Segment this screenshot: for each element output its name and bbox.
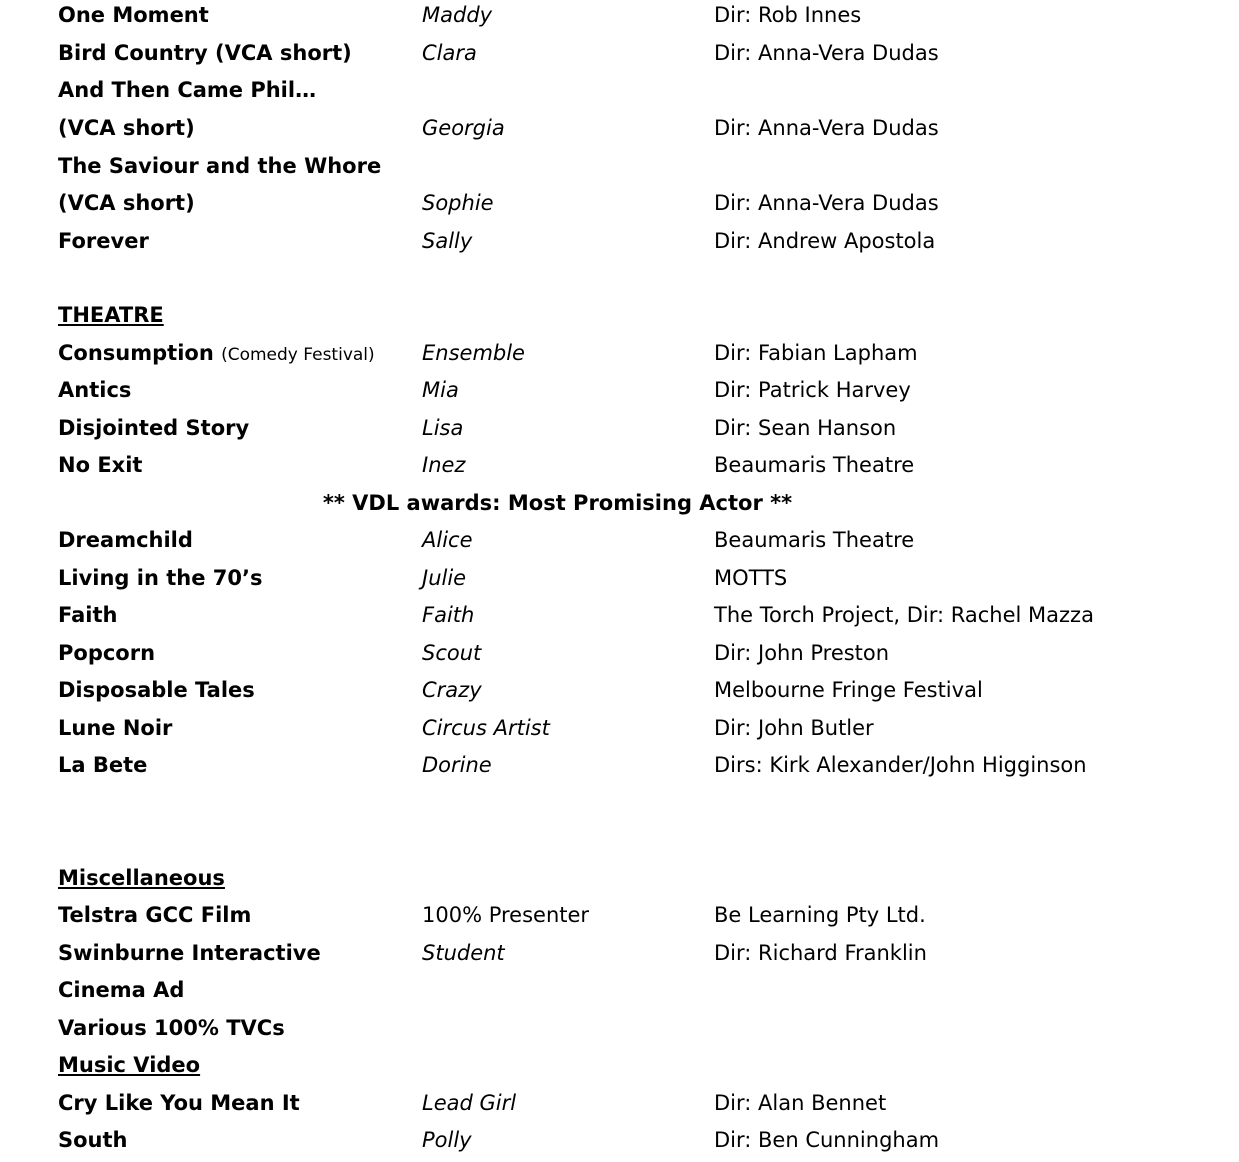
credit-title: Bird Country (VCA short) (58, 41, 352, 65)
credit-role: Lisa (422, 416, 464, 440)
credit-title: One Moment (58, 3, 209, 27)
credit-title: Forever (58, 229, 149, 253)
credit-title: Popcorn (58, 641, 156, 665)
credit-director: Dir: John Butler (714, 716, 874, 740)
theatre-section-heading-row (0, 297, 1239, 333)
theatre-row (0, 672, 1239, 708)
credit-title-text: Consumption (58, 341, 214, 365)
credit-role: Mia (422, 378, 459, 402)
section-heading-theatre: THEATRE (58, 303, 164, 327)
credit-title: Antics (58, 378, 132, 402)
credit-title: Dreamchild (58, 528, 193, 552)
theatre-row (0, 447, 1239, 483)
credit-role: Crazy (422, 678, 482, 702)
credit-title: (VCA short) (58, 191, 195, 215)
credit-director: Dir: Anna-Vera Dudas (714, 191, 939, 215)
credit-role: Alice (422, 528, 473, 552)
credit-title: South (58, 1128, 128, 1152)
credit-role: Inez (422, 453, 466, 477)
credit-title: No Exit (58, 453, 143, 477)
credit-director: Dir: Richard Franklin (714, 941, 927, 965)
credit-director: Dir: Sean Hanson (714, 416, 897, 440)
film-row (0, 72, 1239, 108)
credit-role: Sally (422, 229, 473, 253)
credit-role: Maddy (422, 3, 493, 27)
theatre-row (0, 560, 1239, 596)
credit-director: Dir: Anna-Vera Dudas (714, 41, 939, 65)
film-row (0, 35, 1239, 71)
theatre-row (0, 372, 1239, 408)
credit-title: Disposable Tales (58, 678, 255, 702)
credit-role: Ensemble (422, 341, 525, 365)
credit-title: Faith (58, 603, 118, 627)
film-row (0, 223, 1239, 259)
music-video-section-heading-row (0, 1047, 1239, 1083)
theatre-row (0, 597, 1239, 633)
credit-role: Scout (422, 641, 482, 665)
theatre-row (0, 635, 1239, 671)
film-row (0, 185, 1239, 221)
credit-title: (VCA short) (58, 116, 195, 140)
credit-role: 100% Presenter (422, 903, 590, 927)
music-video-row (0, 1122, 1239, 1158)
credit-title: Lune Noir (58, 716, 173, 740)
film-row (0, 0, 1239, 33)
credit-role: Clara (422, 41, 477, 65)
credit-director: Be Learning Pty Ltd. (714, 903, 926, 927)
film-row (0, 110, 1239, 146)
credit-role: Faith (422, 603, 475, 627)
credit-role: Julie (422, 566, 467, 590)
credit-title-note: (Comedy Festival) (221, 345, 375, 365)
credit-title: Living in the 70’s (58, 566, 263, 590)
credit-director: Dir: Anna-Vera Dudas (714, 116, 939, 140)
credit-role: Sophie (422, 191, 494, 215)
section-heading-miscellaneous: Miscellaneous (58, 866, 225, 890)
theatre-row (0, 747, 1239, 783)
misc-row (0, 1010, 1239, 1046)
credit-title: The Saviour and the Whore (58, 154, 382, 178)
section-heading-music-video: Music Video (58, 1053, 201, 1077)
credit-director: Beaumaris Theatre (714, 528, 915, 552)
misc-row (0, 897, 1239, 933)
credit-director: Dirs: Kirk Alexander/John Higginson (714, 753, 1087, 777)
award-note: ** VDL awards: Most Promising Actor ** (322, 491, 793, 515)
award-row (0, 485, 1239, 521)
credit-director: Dir: Rob Innes (714, 3, 862, 27)
credit-role: Polly (422, 1128, 472, 1152)
credit-title: Cinema Ad (58, 978, 185, 1002)
misc-row (0, 972, 1239, 1008)
theatre-row (0, 710, 1239, 746)
credit-director: Dir: Alan Bennet (714, 1091, 887, 1115)
theatre-row (0, 335, 1239, 371)
credit-role: Dorine (422, 753, 492, 777)
credit-title: La Bete (58, 753, 148, 777)
credit-director: Dir: Andrew Apostola (714, 229, 936, 253)
credit-role: Georgia (422, 116, 505, 140)
film-row (0, 148, 1239, 184)
credit-title: Various 100% TVCs (58, 1016, 285, 1040)
credit-role: Student (422, 941, 505, 965)
credit-director: Dir: Fabian Lapham (714, 341, 918, 365)
credit-director: MOTTS (714, 566, 788, 590)
credit-director: Beaumaris Theatre (714, 453, 915, 477)
credit-title: Telstra GCC Film (58, 903, 252, 927)
credit-director: The Torch Project, Dir: Rachel Mazza (714, 603, 1094, 627)
credit-director: Dir: John Preston (714, 641, 890, 665)
credit-title (58, 335, 375, 373)
misc-row (0, 935, 1239, 971)
theatre-row (0, 522, 1239, 558)
misc-section-heading-row (0, 860, 1239, 896)
credit-title: Cry Like You Mean It (58, 1091, 300, 1115)
credit-title: And Then Came Phil… (58, 78, 317, 102)
credit-director: Melbourne Fringe Festival (714, 678, 983, 702)
credit-role: Lead Girl (422, 1091, 517, 1115)
theatre-row (0, 410, 1239, 446)
credit-role: Circus Artist (422, 716, 550, 740)
credit-director: Dir: Ben Cunningham (714, 1128, 940, 1152)
credit-title: Swinburne Interactive (58, 941, 321, 965)
music-video-row (0, 1085, 1239, 1121)
credit-title: Disjointed Story (58, 416, 250, 440)
credit-director: Dir: Patrick Harvey (714, 378, 911, 402)
